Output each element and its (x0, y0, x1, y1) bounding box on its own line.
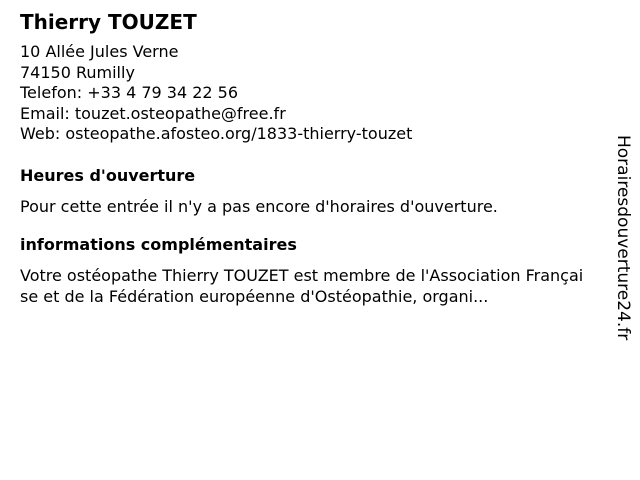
business-name: Thierry TOUZET (20, 10, 197, 34)
email-address[interactable]: Email: touzet.osteopathe@free.fr (20, 103, 286, 123)
phone-number[interactable]: Telefon: +33 4 79 34 22 56 (20, 83, 239, 102)
website-link[interactable]: Web: osteopathe.afosteo.org/1833-thierry-touzet (20, 124, 413, 143)
opening-hours-heading: Heures d'ouverture (20, 165, 196, 185)
opening-hours-text: Pour cette entrée il n'y a pas encore d'horaires d'ouverture. (20, 196, 498, 216)
postal-city: 74150 Rumilly (20, 62, 135, 82)
street-address: 10 Allée Jules Verne (20, 42, 179, 61)
additional-info-text: Votre ostéopathe Thierry TOUZET est membre de l'Association Française et de la Fédération européenne d'Ostéopathie, organi... (20, 266, 584, 306)
business-listing (20, 8, 590, 307)
contact-details (20, 42, 590, 145)
site-brand-watermark: Horairesdouverture24.fr (613, 135, 633, 341)
additional-info-heading: informations complémentaires (20, 235, 297, 254)
